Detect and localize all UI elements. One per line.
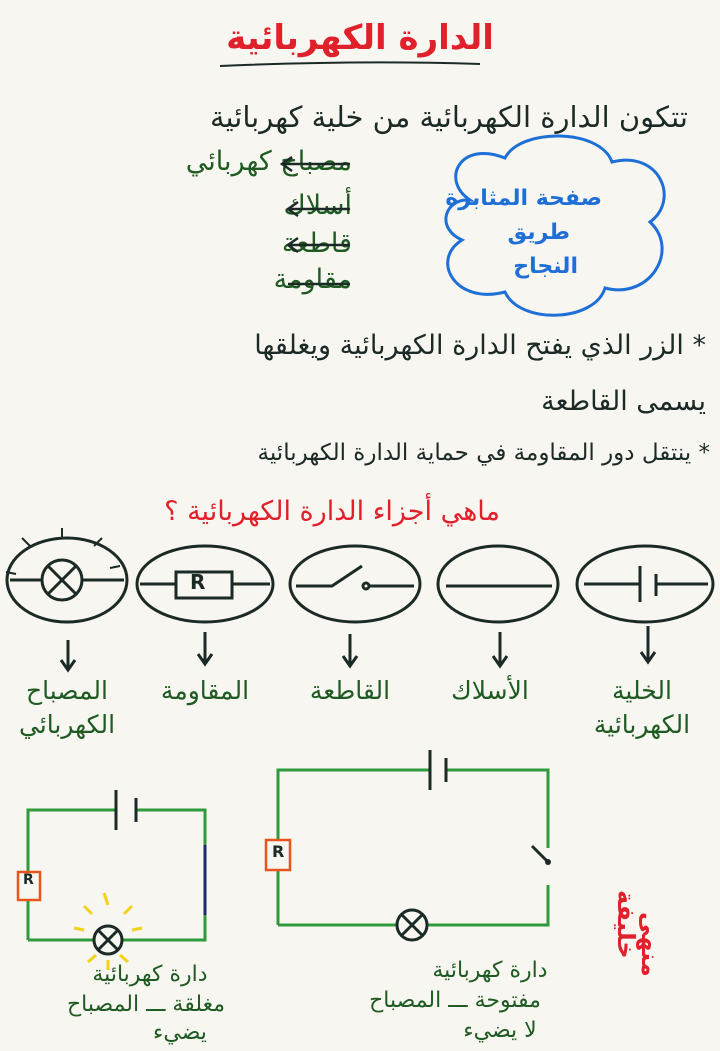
parts-question: ماهي أجزاء الدارة الكهربائية ؟ [164, 496, 500, 527]
fact-switch-line1: * الزر الذي يفتح الدارة الكهربائية ويغلقها [254, 330, 706, 361]
component-resistor: مقاومة [273, 264, 352, 295]
open-caption-3: لا يضيء [463, 1018, 537, 1043]
fact-switch-line2: يسمى القاطعة [541, 386, 706, 417]
label-switch: القاطعة [309, 676, 391, 705]
closed-caption-3: يضيء [153, 1020, 207, 1045]
component-switch: قاطعة [281, 228, 352, 259]
badge-line-2: طريق [507, 220, 570, 245]
open-resistor-letter: R [272, 842, 285, 861]
resistor-symbol-letter: R [190, 570, 206, 594]
signature-line-2: خليفة [612, 890, 640, 959]
closed-circuit [18, 790, 205, 970]
closed-caption-1: دارة كهربائية [92, 962, 208, 987]
closed-resistor-letter: R [23, 872, 34, 888]
closed-caption-2: مغلقة ـــ المصباح [66, 992, 226, 1017]
page-title: الدارة الكهربائية [226, 18, 494, 58]
label-wires: الأسلاك [451, 676, 529, 705]
open-caption-2: مفتوحة ـــ المصباح [369, 988, 541, 1013]
open-caption-1: دارة كهربائية [432, 958, 548, 983]
badge-line-1: صفحة المثابرة [445, 186, 602, 211]
label-lamp-2: الكهربائي [18, 710, 116, 739]
signature-line-1: منهى [636, 912, 664, 977]
label-cell-1: الخلية [612, 676, 672, 705]
label-lamp-1: المصباح [26, 676, 108, 705]
intro-sentence: تتكون الدارة الكهربائية من خلية كهربائية [209, 100, 688, 134]
component-lamp: مصباح كهربائي [185, 146, 352, 177]
fact-resistor: * ينتقل دور المقاومة في حماية الدارة الكهربائية [257, 440, 710, 466]
label-cell-2: الكهربائية [593, 710, 691, 739]
open-circuit [266, 750, 551, 940]
label-resistor: المقاومة [160, 676, 250, 705]
badge-line-3: النجاح [513, 254, 578, 279]
component-wires: أسلاك [283, 190, 352, 221]
